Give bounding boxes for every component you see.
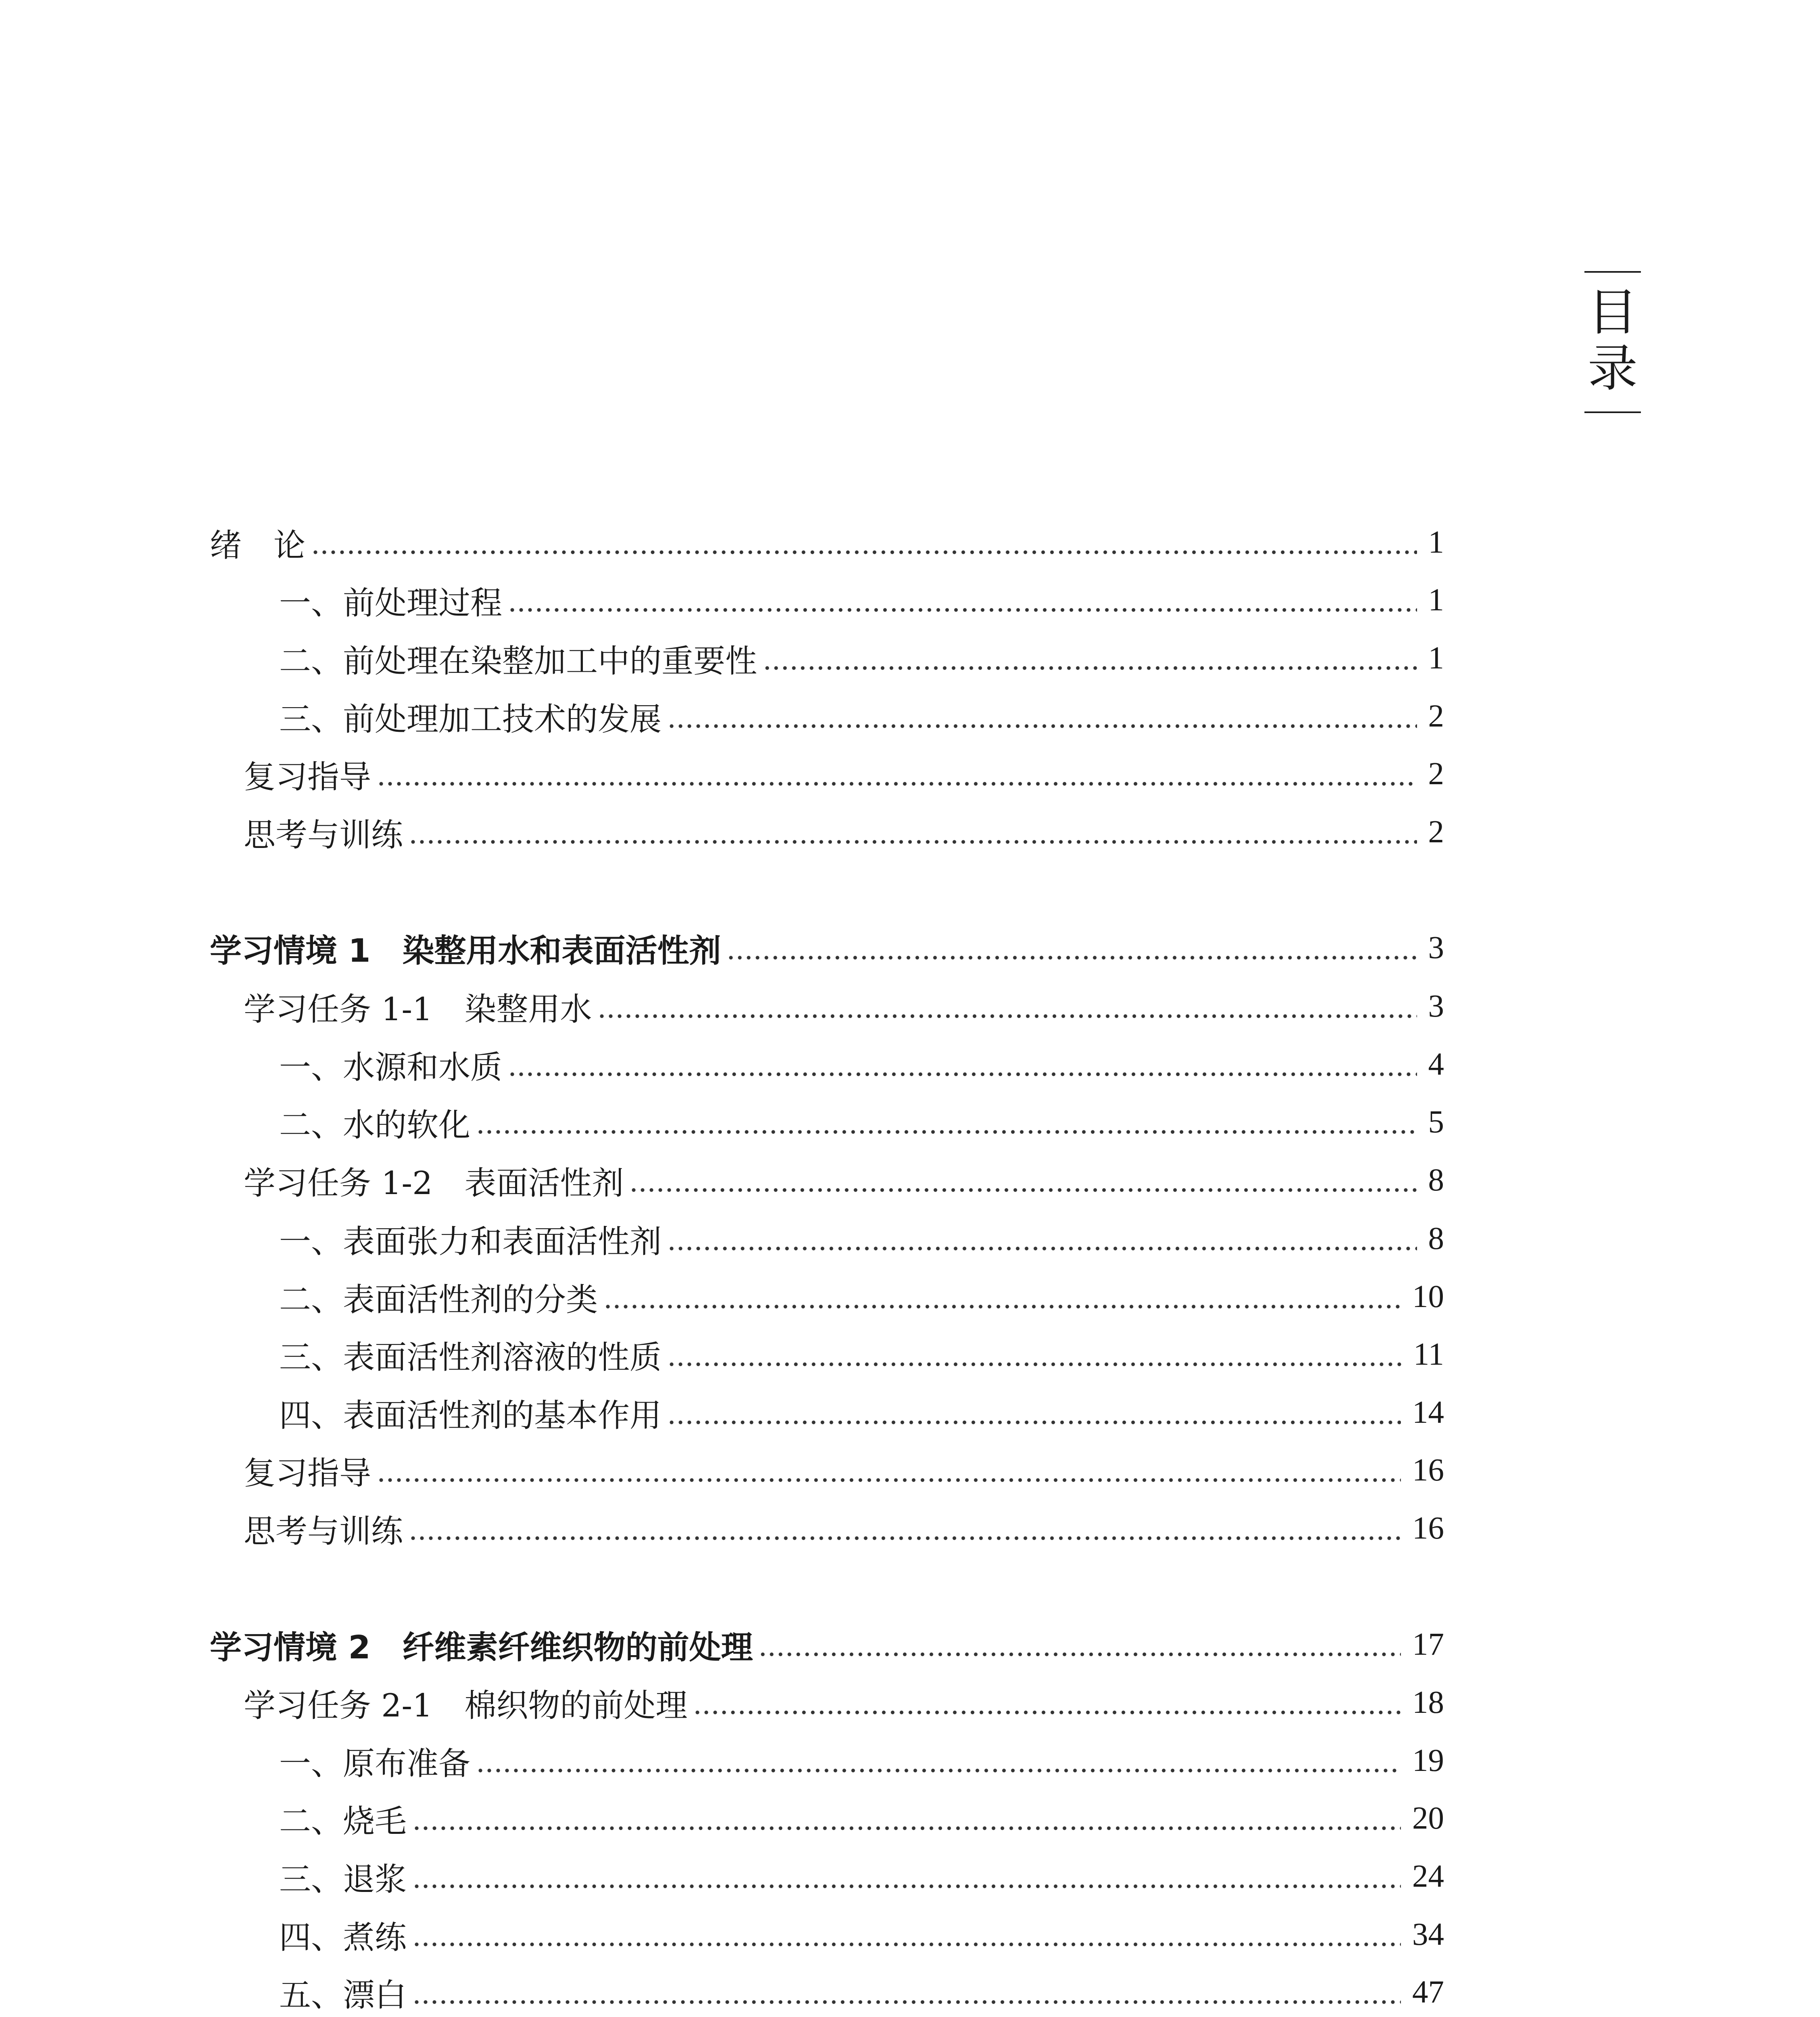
toc-row[interactable] [244, 984, 1444, 1029]
toc-entry-title: 三、表面活性剂溶液的性质 [279, 1339, 662, 1376]
toc-row[interactable] [279, 1100, 1444, 1144]
dot-leader [377, 752, 1417, 796]
dot-leader [476, 1100, 1417, 1144]
toc-row[interactable] [279, 578, 1444, 622]
dot-leader [726, 926, 1417, 970]
dot-leader [409, 810, 1417, 854]
dot-leader [412, 1913, 1401, 1957]
toc-row[interactable] [279, 1275, 1444, 1319]
dot-leader [597, 984, 1417, 1029]
toc-chapter-row[interactable] [210, 926, 1444, 970]
toc-row[interactable] [244, 1448, 1444, 1493]
toc-entry-page: 1 [1428, 525, 1444, 560]
toc-row[interactable] [244, 810, 1444, 854]
dot-leader [758, 1622, 1401, 1667]
dot-leader [409, 1506, 1401, 1551]
toc-entry-page: 8 [1428, 1221, 1444, 1256]
toc-entry-page: 19 [1412, 1743, 1444, 1778]
toc-entry-page: 16 [1412, 1511, 1444, 1546]
toc-entry-page: 16 [1412, 1453, 1444, 1488]
dot-leader [412, 1854, 1401, 1899]
toc-row[interactable] [244, 1681, 1444, 1725]
toc-entry-page: 14 [1412, 1395, 1444, 1430]
toc-entry-title: 复习指导 [244, 758, 371, 796]
toc-entry-title: 学习任务 1-1 染整用水 [244, 991, 592, 1028]
toc-row[interactable] [279, 1970, 1444, 2015]
toc-row[interactable] [279, 1391, 1444, 1435]
toc-entry-page: 3 [1428, 989, 1444, 1024]
dot-leader [508, 578, 1417, 622]
toc-entry-title: 二、水的软化 [279, 1107, 470, 1144]
toc-entry-page: 10 [1412, 1279, 1444, 1314]
side-title-char-1: 目 [1587, 284, 1638, 342]
toc-entry-page: 24 [1412, 1859, 1444, 1894]
dot-leader [311, 520, 1417, 565]
toc-entry-page: 47 [1412, 1975, 1444, 2010]
toc-entry-title: 二、烧毛 [279, 1803, 407, 1840]
toc-entry-page: 1 [1428, 583, 1444, 618]
dot-leader [693, 1681, 1401, 1725]
toc-entry-page: 17 [1412, 1627, 1444, 1662]
dot-leader [667, 1217, 1417, 1261]
toc-entry-title: 学习情境 2 纤维素纤维织物的前处理 [210, 1629, 753, 1666]
toc-row[interactable] [279, 636, 1444, 681]
toc-entry-page: 8 [1428, 1163, 1444, 1198]
side-title-char-2: 录 [1587, 339, 1638, 398]
toc-row[interactable] [279, 1854, 1444, 1899]
toc-entry-title: 思考与训练 [244, 816, 403, 854]
toc-chapter-row[interactable] [210, 1622, 1444, 1667]
toc-entry-title: 二、前处理在染整加工中的重要性 [279, 643, 757, 680]
dot-leader [667, 694, 1417, 739]
toc-row[interactable] [279, 694, 1444, 739]
toc-row[interactable] [279, 1217, 1444, 1261]
toc-entry-page: 1 [1428, 641, 1444, 676]
dot-leader [667, 1332, 1402, 1377]
toc-entry-title: 三、前处理加工技术的发展 [279, 701, 662, 738]
toc-entry-page: 18 [1412, 1685, 1444, 1720]
dot-leader [763, 636, 1417, 681]
toc-row[interactable] [279, 1913, 1444, 1957]
toc-row[interactable] [279, 1796, 1444, 1841]
dot-leader [667, 1391, 1401, 1435]
toc-entry-title: 复习指导 [244, 1455, 371, 1492]
toc-entry-page: 2 [1428, 814, 1444, 850]
toc-entry-title: 五、漂白 [279, 1977, 407, 2014]
toc-entry-title: 一、原布准备 [279, 1745, 470, 1782]
toc-entry-title: 一、表面张力和表面活性剂 [279, 1223, 662, 1260]
toc-entry-page: 34 [1412, 1917, 1444, 1952]
toc-entry-page: 4 [1428, 1047, 1444, 1082]
dot-leader [508, 1042, 1417, 1087]
toc-entry-title: 学习任务 1-2 表面活性剂 [244, 1165, 624, 1202]
toc-entry-title: 三、退浆 [279, 1861, 407, 1898]
dot-leader [412, 1970, 1401, 2015]
toc-entry-page: 20 [1412, 1801, 1444, 1836]
toc-row[interactable] [244, 1506, 1444, 1551]
toc-entry-title: 四、表面活性剂的基本作用 [279, 1397, 662, 1434]
dot-leader [603, 1275, 1401, 1319]
toc-entry-title: 一、水源和水质 [279, 1049, 502, 1086]
toc-entry-page: 2 [1428, 756, 1444, 791]
toc-row[interactable] [279, 1739, 1444, 1783]
toc-entry-title: 学习情境 1 染整用水和表面活性剂 [210, 932, 721, 969]
toc-entry-title: 思考与训练 [244, 1513, 403, 1550]
toc-entry-title: 二、表面活性剂的分类 [279, 1281, 598, 1318]
toc-row[interactable] [244, 752, 1444, 796]
toc-entry-title: 一、前处理过程 [279, 585, 502, 622]
dot-leader [476, 1739, 1401, 1783]
toc-row[interactable] [210, 520, 1444, 565]
toc-entry-page: 5 [1428, 1105, 1444, 1140]
dot-leader [412, 1796, 1401, 1841]
dot-leader [377, 1448, 1401, 1493]
toc-entry-page: 11 [1413, 1337, 1444, 1372]
toc-entry-page: 2 [1428, 699, 1444, 734]
dot-leader [629, 1158, 1417, 1203]
toc-entry-page: 3 [1428, 930, 1444, 965]
toc-row[interactable] [279, 1042, 1444, 1087]
toc-row[interactable] [244, 1158, 1444, 1203]
toc-row[interactable] [279, 1332, 1444, 1377]
toc-entry-title: 绪 论 [210, 527, 305, 564]
toc-entry-title: 四、煮练 [279, 1919, 407, 1956]
toc-entry-title: 学习任务 2-1 棉织物的前处理 [244, 1687, 688, 1724]
